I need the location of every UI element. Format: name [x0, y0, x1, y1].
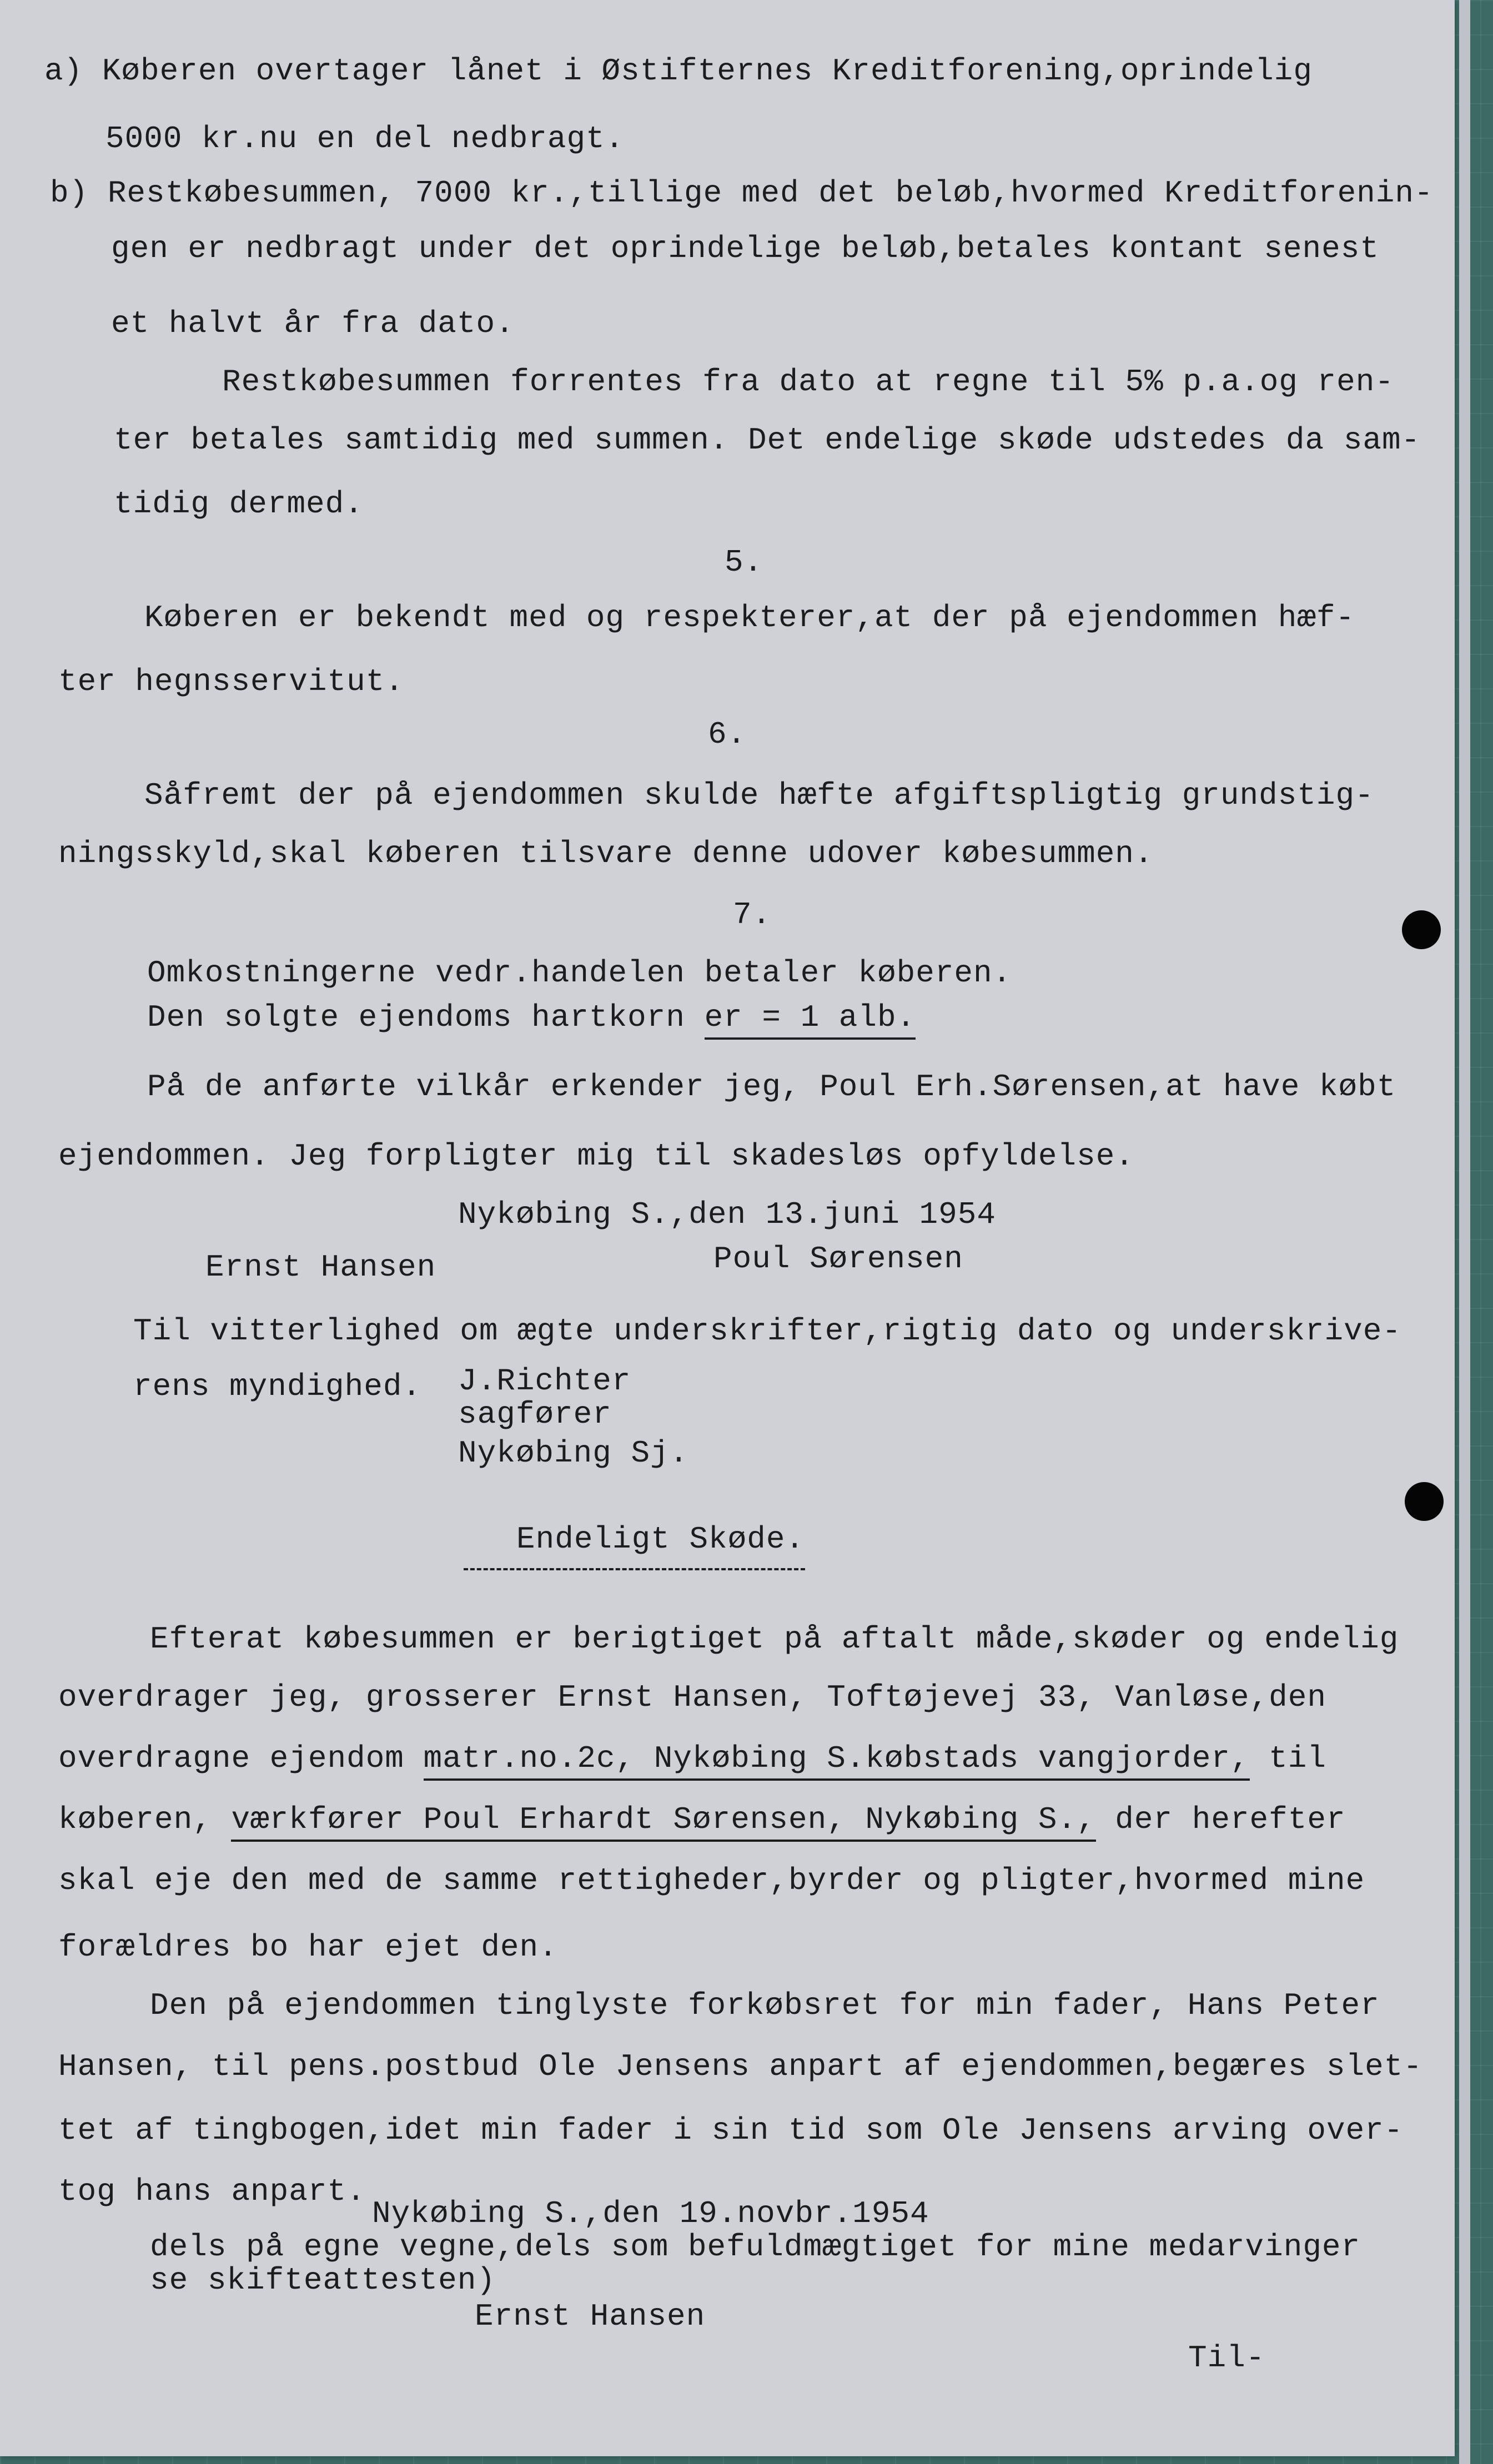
witness-place: Nykøbing Sj. [458, 1435, 689, 1471]
text-line: se skifteattesten) [150, 2263, 496, 2298]
section-heading: Endeligt Skøde. [516, 1521, 805, 1557]
heading-underline [464, 1568, 805, 1570]
text-line: tog hans anpart. [58, 2174, 366, 2209]
text-fragment: køberen, [58, 1802, 232, 1837]
section-number: 7. [733, 897, 772, 933]
text-line: Til vitterlighed om ægte underskrifter,rigtig dato og underskrive- [133, 1313, 1401, 1349]
text-line: Køberen er bekendt med og respekterer,at der på ejendommen hæf- [144, 600, 1355, 636]
witness-name: J.Richter [458, 1363, 631, 1399]
text-line: overdrager jeg, grosserer Ernst Hansen, Toftøjevej 33, Vanløse,den [58, 1680, 1326, 1715]
text-line: På de anførte vilkår erkender jeg, Poul Erh.Sørensen,at have købt [147, 1069, 1396, 1105]
text-line: ter betales samtidig med summen. Det endelige skøde udstedes da sam- [114, 422, 1421, 458]
text-line: Efterat købesummen er berigtiget på aftalt måde,skøder og endelig [150, 1621, 1399, 1657]
page-continuation: Til- [1188, 2340, 1265, 2376]
section-number: 5. [725, 545, 763, 580]
text-line: ningsskyld,skal køberen tilsvare denne udover købesummen. [58, 836, 1154, 871]
text-line: ter hegnsservitut. [58, 664, 404, 699]
text-line: a) Køberen overtager lånet i Østifternes Kreditforening,oprindelig [44, 53, 1313, 89]
text-line: et halvt år fra dato. [111, 306, 515, 341]
text-line: Restkøbesummen forrentes fra dato at regne til 5% p.a.og ren- [222, 364, 1394, 400]
seller-signature: Ernst Hansen [205, 1249, 436, 1285]
text-line [147, 1002, 916, 1033]
hartkorn-text: Den solgte ejendoms hartkorn [147, 1000, 705, 1035]
property-designation: matr.no.2c, Nykøbing S.købstads vangjorder, [424, 1741, 1250, 1781]
text-line: ejendommen. Jeg forpligter mig til skadesløs opfyldelse. [58, 1138, 1134, 1174]
date-line: Nykøbing S.,den 19.novbr.1954 [372, 2196, 929, 2231]
text-line [58, 1804, 1346, 1835]
date-line: Nykøbing S.,den 13.juni 1954 [458, 1197, 996, 1232]
text-line: Såfremt der på ejendommen skulde hæfte afgiftspligtig grundstig- [144, 778, 1374, 813]
text-line: Hansen, til pens.postbud Ole Jensens anpart af ejendommen,begæres slet- [58, 2049, 1422, 2084]
hartkorn-value: er = 1 alb. [705, 1000, 916, 1040]
text-fragment: der herefter [1095, 1802, 1346, 1837]
text-line: tidig dermed. [114, 486, 364, 522]
witness-title: sagfører [458, 1397, 612, 1432]
text-line: 5000 kr.nu en del nedbragt. [105, 121, 625, 157]
text-line: tet af tingbogen,idet min fader i sin tid som Ole Jensens arving over- [58, 2113, 1404, 2148]
seller-signature: Ernst Hansen [475, 2299, 706, 2334]
section-number: 6. [708, 717, 747, 752]
text-fragment: til [1249, 1741, 1326, 1776]
text-line: Omkostningerne vedr.handelen betaler køberen. [147, 955, 1012, 991]
text-line: Den på ejendommen tinglyste forkøbsret for min fader, Hans Peter [150, 1988, 1380, 2023]
text-line: b) Restkøbesummen, 7000 kr.,tillige med det beløb,hvormed Kreditforenin- [50, 175, 1434, 211]
text-line: forældres bo har ejet den. [58, 1929, 558, 1965]
punch-hole [1402, 910, 1441, 949]
text-line: rens myndighed. [133, 1369, 422, 1404]
page-edge [1459, 0, 1470, 2464]
text-line: skal eje den med de samme rettigheder,byrder og pligter,hvormed mine [58, 1863, 1365, 1898]
text-line: gen er nedbragt under det oprindelige beløb,betales kontant senest [111, 231, 1379, 266]
text-line: dels på egne vegne,dels som befuldmægtiget for mine medarvinger [150, 2229, 1361, 2265]
punch-hole [1405, 1482, 1444, 1521]
text-fragment: overdragne ejendom [58, 1741, 424, 1776]
buyer-signature: Poul Sørensen [713, 1241, 963, 1277]
buyer-designation: værkfører Poul Erhardt Sørensen, Nykøbing S., [231, 1802, 1095, 1842]
text-line [58, 1743, 1326, 1774]
